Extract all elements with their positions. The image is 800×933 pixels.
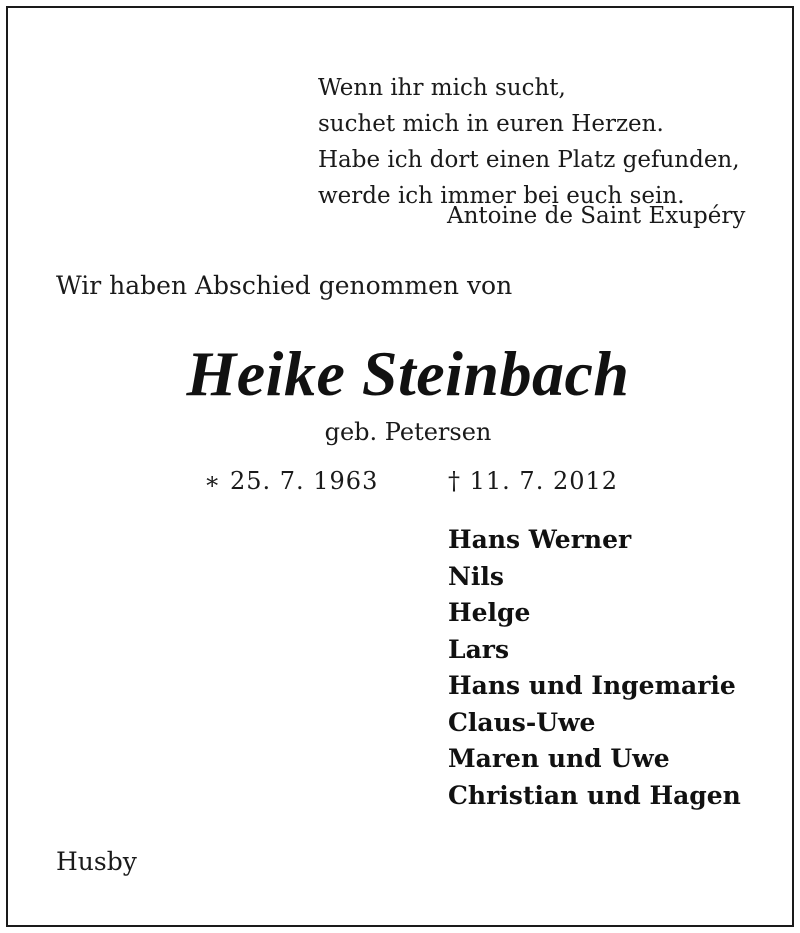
obituary-frame [6,6,794,927]
poem-line: Wenn ihr mich sucht, [318,75,566,101]
family-member: Helge [448,598,531,627]
poem-line: Habe ich dort einen Platz gefunden, [318,147,740,173]
poem-line: werde ich immer bei euch sein. [318,183,685,209]
family-member: Christian und Hagen [448,780,741,810]
birth-date: ∗ 25. 7. 1963 [204,467,379,495]
death-date: † 11. 7. 2012 [448,467,619,495]
birth-name: geb. Petersen [324,418,492,446]
family-list [448,522,741,814]
deceased-name: Heike Steinbach [186,338,630,409]
family-member: Nils [448,561,504,591]
poem-line: suchet mich in euren Herzen. [318,111,664,137]
family-member: Lars [448,634,510,664]
intro-text: Wir haben Abschied genommen von [56,271,513,300]
family-member: Hans und Ingemarie [448,671,736,700]
family-member: Hans Werner [448,525,632,554]
family-member: Maren und Uwe [448,744,670,773]
family-member: Claus-Uwe [448,707,596,737]
poem [318,70,740,214]
place-name: Husby [56,847,137,876]
poem-author: Antoine de Saint Exupéry [447,203,746,229]
